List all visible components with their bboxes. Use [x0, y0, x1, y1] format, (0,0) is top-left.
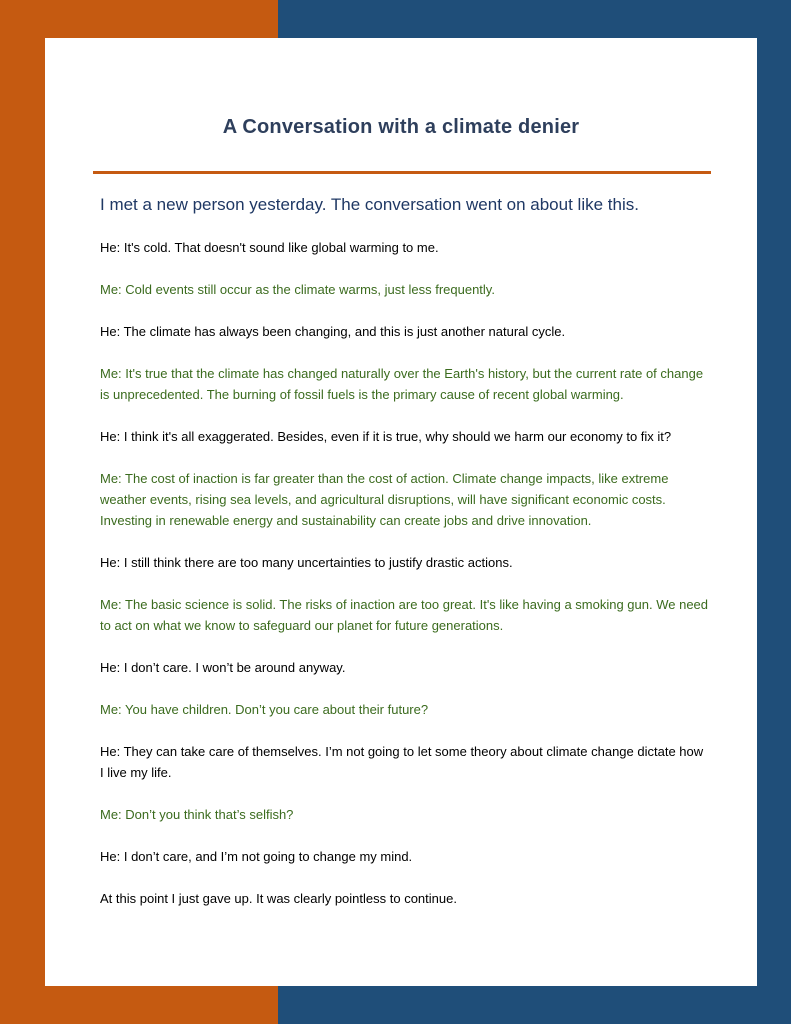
line-me-2: Me: It's true that the climate has changed naturally over the Earth's history, but the current rate of change is unprecedented. The burning of fossil fuels is the primary cause of recent global warming.: [100, 366, 704, 402]
line-me-6: Me: Don’t you think that’s selfish?: [100, 807, 294, 822]
intro-text: I met a new person yesterday. The conversation went on about like this.: [100, 195, 639, 214]
line-he-1: He: It's cold. That doesn't sound like global warming to me.: [100, 240, 439, 255]
line-me-4: Me: The basic science is solid. The risks of inaction are too great. It's like having a smoking gun. We need to act on what we know to safeguard our planet for future generations.: [100, 597, 709, 633]
line-he-7: He: I don’t care, and I’m not going to change my mind.: [100, 849, 413, 864]
line-me-5: Me: You have children. Don’t you care about their future?: [100, 702, 429, 717]
document-page: [45, 38, 757, 986]
line-me-1: Me: Cold events still occur as the climate warms, just less frequently.: [100, 282, 495, 297]
document-title: A Conversation with a climate denier: [222, 116, 580, 138]
conversation: [100, 237, 710, 930]
line-he-5: He: I don’t care. I won’t be around anyway.: [100, 660, 346, 675]
line-he-2: He: The climate has always been changing, and this is just another natural cycle.: [100, 324, 566, 339]
line-me-3: Me: The cost of inaction is far greater than the cost of action. Climate change impacts, like extreme weather events, rising sea levels, and agricultural disruptions, will have significant economic costs. Investing in renewable energy and sustainability can create jobs and drive innovation.: [100, 471, 669, 528]
title-divider: [93, 171, 711, 174]
line-he-6: He: They can take care of themselves. I’m not going to let some theory about climate change dictate how I live my life.: [100, 744, 704, 780]
line-he-4: He: I still think there are too many uncertainties to justify drastic actions.: [100, 555, 513, 570]
line-he-3: He: I think it's all exaggerated. Besides, even if it is true, why should we harm our economy to fix it?: [100, 429, 672, 444]
closing-text: At this point I just gave up. It was clearly pointless to continue.: [100, 891, 457, 906]
